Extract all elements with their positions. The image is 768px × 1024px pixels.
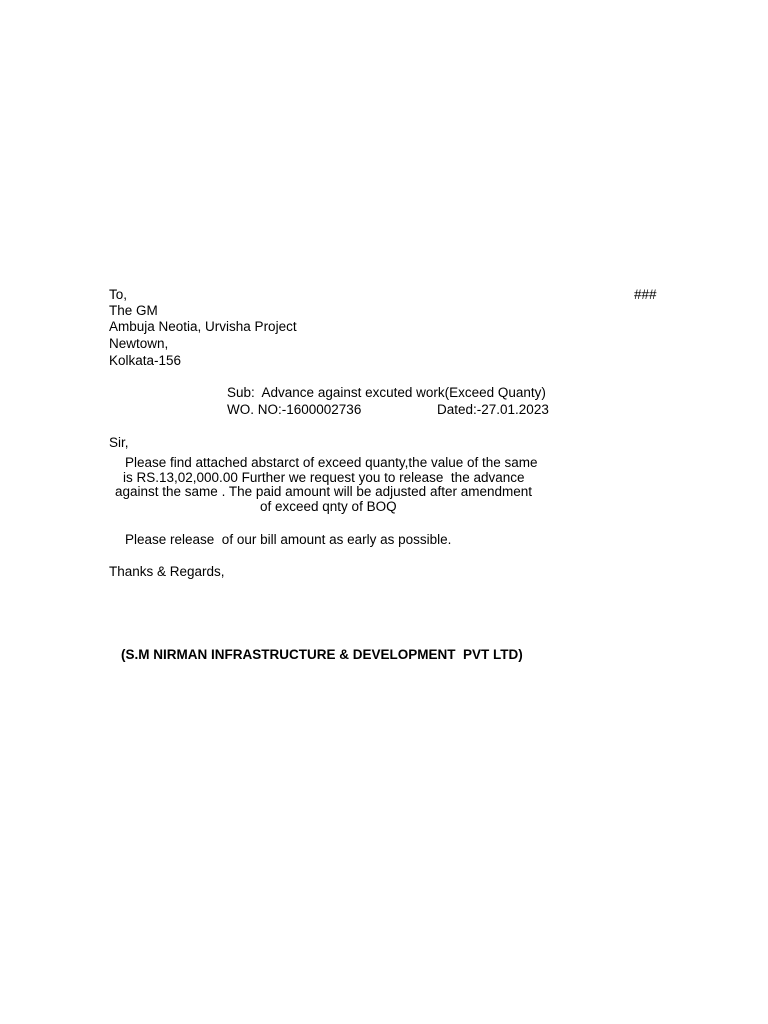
greeting: Sir,	[109, 435, 129, 450]
body-para1-line-4: of exceed qnty of BOQ	[260, 499, 397, 514]
letter-date: Dated:-27.01.2023	[437, 402, 549, 417]
recipient-line-1: The GM	[109, 303, 158, 318]
body-para2: Please release of our bill amount as early as possible.	[125, 532, 452, 547]
salutation-to: To,	[109, 287, 128, 302]
body-para1-line-3: against the same . The paid amount will be adjusted after amendment	[115, 484, 532, 499]
recipient-line-3: Newtown,	[109, 336, 169, 351]
subject-line: Sub: Advance against excuted work(Exceed Quanty)	[227, 385, 546, 400]
work-order-number: WO. NO:-1600002736	[227, 402, 362, 417]
closing: Thanks & Regards,	[109, 564, 225, 579]
body-para1-line-2: is RS.13,02,000.00 Further we request you to release the advance	[123, 470, 525, 485]
recipient-line-4: Kolkata-156	[109, 353, 182, 368]
recipient-line-2: Ambuja Neotia, Urvisha Project	[109, 319, 297, 334]
date-placeholder: ###	[634, 287, 657, 302]
company-name: (S.M NIRMAN INFRASTRUCTURE & DEVELOPMENT PVT LTD)	[121, 647, 523, 662]
body-para1-line-1: Please find attached abstarct of exceed quanty,the value of the same	[125, 455, 538, 470]
